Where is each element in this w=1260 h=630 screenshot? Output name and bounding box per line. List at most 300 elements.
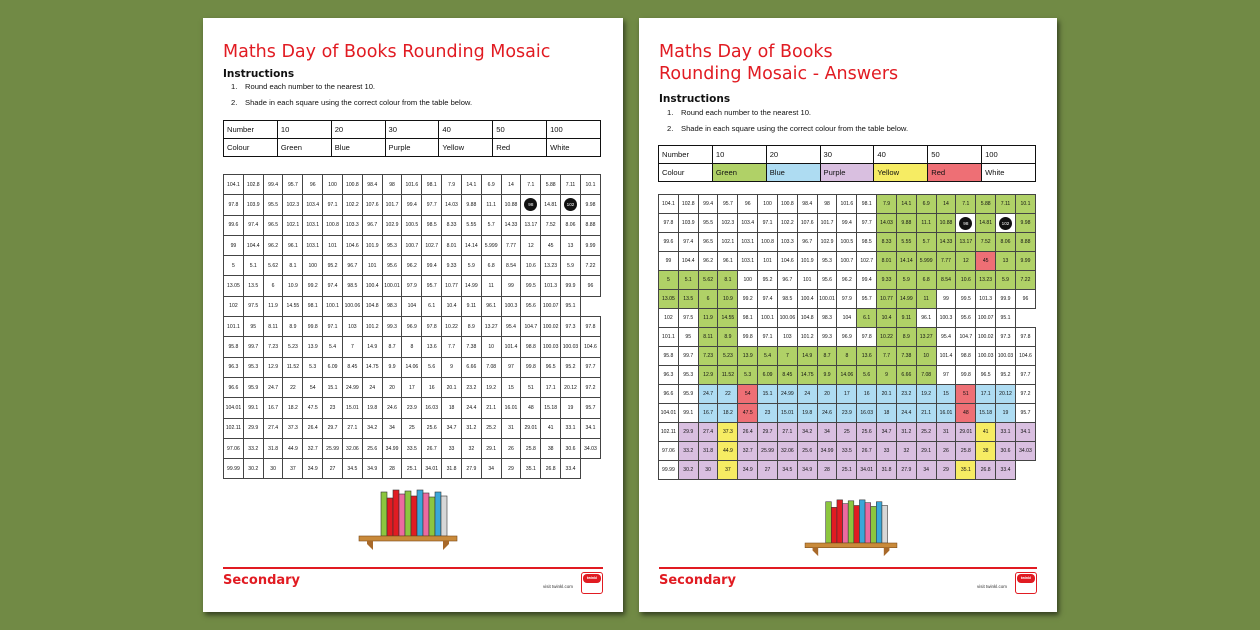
grid-cell[interactable]: 7.08 xyxy=(481,357,501,377)
grid-cell[interactable]: 29.7 xyxy=(323,418,343,438)
grid-cell[interactable]: 99.99 xyxy=(224,459,244,479)
grid-cell[interactable]: 99.8 xyxy=(521,357,541,377)
grid-cell: 100.7 xyxy=(837,252,857,271)
grid-cell[interactable]: 29.01 xyxy=(521,418,541,438)
grid-cell[interactable]: 32.7 xyxy=(303,438,323,458)
grid-cell[interactable]: 99.9 xyxy=(561,276,581,296)
grid-cell[interactable]: 8.9 xyxy=(283,317,303,337)
grid-cell[interactable]: 98.8 xyxy=(521,337,541,357)
grid-cell[interactable]: 13.9 xyxy=(303,337,323,357)
grid-cell: 7.11 xyxy=(996,195,1016,214)
grid-cell[interactable]: 99.4 xyxy=(422,256,442,276)
grid-cell[interactable]: 95.2 xyxy=(561,357,581,377)
grid-cell[interactable]: 27 xyxy=(323,459,343,479)
grid-cell[interactable]: 97 xyxy=(501,357,521,377)
grid-cell[interactable]: 16 xyxy=(422,377,442,397)
grid-cell[interactable]: 16.01 xyxy=(501,398,521,418)
grid-cell[interactable]: 13.17 xyxy=(521,215,541,235)
grid-cell[interactable]: 34.01 xyxy=(422,459,442,479)
grid-cell[interactable]: 99 xyxy=(501,276,521,296)
grid-cell[interactable]: 12.9 xyxy=(263,357,283,377)
grid-cell[interactable]: 25.1 xyxy=(402,459,422,479)
grid-cell[interactable]: 7.1 xyxy=(521,175,541,195)
grid-cell[interactable]: 23.9 xyxy=(402,398,422,418)
grid-cell[interactable]: 101.6 xyxy=(402,175,422,195)
grid-cell[interactable]: 27.1 xyxy=(342,418,362,438)
grid-cell[interactable]: 103 xyxy=(342,317,362,337)
grid-cell[interactable]: 7.11 xyxy=(561,175,581,195)
grid-cell[interactable]: 8.54 xyxy=(501,256,521,276)
grid-cell[interactable]: 100 xyxy=(303,256,323,276)
grid-cell[interactable]: 95.7 xyxy=(580,398,600,418)
grid-cell[interactable]: 5.7 xyxy=(481,215,501,235)
grid-cell[interactable]: 8.06 xyxy=(561,215,581,235)
grid-cell[interactable]: 97.1 xyxy=(323,195,343,215)
grid-cell[interactable]: 102.1 xyxy=(283,215,303,235)
grid-cell[interactable]: 5 xyxy=(224,256,244,276)
grid-cell[interactable]: 7.23 xyxy=(263,337,283,357)
grid-cell[interactable]: 37 xyxy=(283,459,303,479)
grid-cell[interactable]: 98.3 xyxy=(382,296,402,316)
grid-cell[interactable]: 96.5 xyxy=(541,357,561,377)
grid-cell[interactable]: 20 xyxy=(382,377,402,397)
grid-cell[interactable]: 5.9 xyxy=(461,256,481,276)
grid-cell[interactable]: 8.01 xyxy=(442,235,462,255)
grid-cell[interactable]: 95.4 xyxy=(501,317,521,337)
grid-cell[interactable]: 102.2 xyxy=(342,195,362,215)
grid-cell[interactable]: 6.9 xyxy=(481,175,501,195)
grid-cell: 102.8 xyxy=(678,195,698,214)
grid-cell[interactable]: 23 xyxy=(323,398,343,418)
grid-cell[interactable]: 14.55 xyxy=(283,296,303,316)
grid-cell[interactable]: 5.999 xyxy=(481,235,501,255)
grid-cell[interactable]: 97.4 xyxy=(323,276,343,296)
grid-cell[interactable]: 32 xyxy=(461,438,481,458)
grid-cell[interactable]: 18.2 xyxy=(283,398,303,418)
grid-cell[interactable]: 97.06 xyxy=(224,438,244,458)
grid-cell[interactable]: 8.11 xyxy=(263,317,283,337)
grid-cell[interactable]: 7.52 xyxy=(541,215,561,235)
grid-cell[interactable]: 104.6 xyxy=(580,337,600,357)
grid-cell[interactable]: 11.52 xyxy=(283,357,303,377)
grid-cell[interactable]: 104.7 xyxy=(521,317,541,337)
grid-cell[interactable]: 14.9 xyxy=(362,337,382,357)
grid-cell[interactable]: 100.03 xyxy=(561,337,581,357)
grid-cell[interactable]: 100.3 xyxy=(501,296,521,316)
grid-cell[interactable]: 6.8 xyxy=(481,256,501,276)
grid-cell[interactable]: 101.9 xyxy=(362,235,382,255)
grid-cell[interactable]: 27.9 xyxy=(461,459,481,479)
grid-cell[interactable]: 102 xyxy=(224,296,244,316)
grid-cell[interactable]: 100.01 xyxy=(382,276,402,296)
grid-cell[interactable]: 100.7 xyxy=(402,235,422,255)
grid-cell: 30 xyxy=(698,461,718,480)
grid-cell[interactable]: 8.45 xyxy=(342,357,362,377)
grid-cell[interactable]: 51 xyxy=(521,377,541,397)
grid-cell[interactable]: 16.03 xyxy=(422,398,442,418)
grid-cell[interactable]: 13.23 xyxy=(541,256,561,276)
grid-cell: 95.3 xyxy=(678,366,698,385)
grid-cell[interactable]: 98.5 xyxy=(342,276,362,296)
grid-cell[interactable]: 19.2 xyxy=(481,377,501,397)
grid-cell[interactable]: 104.1 xyxy=(224,175,244,195)
grid-cell[interactable]: 16.7 xyxy=(263,398,283,418)
grid-cell[interactable]: 101.1 xyxy=(224,317,244,337)
grid-cell[interactable]: 25.99 xyxy=(323,438,343,458)
grid-cell[interactable]: 6.1 xyxy=(422,296,442,316)
grid-cell[interactable]: 11.9 xyxy=(263,296,283,316)
grid-cell[interactable]: 95.6 xyxy=(382,256,402,276)
grid-cell[interactable]: 101.2 xyxy=(362,317,382,337)
grid-cell[interactable]: 30.6 xyxy=(561,438,581,458)
grid-cell[interactable]: 102.3 xyxy=(283,195,303,215)
grid-cell[interactable]: 14 xyxy=(501,175,521,195)
grid-cell[interactable]: 24.4 xyxy=(461,398,481,418)
grid-cell[interactable]: 9.33 xyxy=(442,256,462,276)
grid-cell[interactable]: 99.8 xyxy=(303,317,323,337)
grid-cell[interactable]: 29 xyxy=(501,459,521,479)
grid-cell[interactable]: 14.14 xyxy=(461,235,481,255)
grid-cell[interactable]: 33.1 xyxy=(561,418,581,438)
grid-cell[interactable]: 100.4 xyxy=(362,276,382,296)
grid-cell[interactable]: 98.5 xyxy=(422,215,442,235)
grid-cell[interactable]: 8.33 xyxy=(442,215,462,235)
grid-cell[interactable]: 31.2 xyxy=(461,418,481,438)
grid-cell: 31.8 xyxy=(877,461,897,480)
grid-cell[interactable]: 103.9 xyxy=(243,195,263,215)
grid-cell: 97.06 xyxy=(659,442,679,461)
grid-cell[interactable]: 7.22 xyxy=(580,256,600,276)
grid-cell[interactable]: 10.6 xyxy=(521,256,541,276)
grid-cell[interactable]: 102.11 xyxy=(224,418,244,438)
grid-cell[interactable]: 38 xyxy=(541,438,561,458)
grid-cell[interactable]: 95.3 xyxy=(382,235,402,255)
grid-cell[interactable]: 10.4 xyxy=(442,296,462,316)
grid-cell[interactable]: 8.88 xyxy=(580,215,600,235)
grid-cell[interactable]: 9.98 xyxy=(580,195,600,215)
grid-cell: 95.5 xyxy=(698,214,718,233)
grid-cell[interactable]: 44.9 xyxy=(283,438,303,458)
grid-cell[interactable] xyxy=(561,195,581,215)
grid-cell[interactable]: 26.4 xyxy=(303,418,323,438)
grid-cell[interactable]: 11 xyxy=(481,276,501,296)
grid-cell[interactable]: 99.1 xyxy=(243,398,263,418)
grid-cell[interactable]: 96 xyxy=(303,175,323,195)
grid-cell[interactable]: 34 xyxy=(382,418,402,438)
grid-cell[interactable]: 34.5 xyxy=(342,459,362,479)
grid-cell[interactable]: 99.4 xyxy=(402,195,422,215)
grid-cell[interactable]: 23.2 xyxy=(461,377,481,397)
grid-cell[interactable]: 95.8 xyxy=(224,337,244,357)
grid-cell[interactable]: 33.4 xyxy=(561,459,581,479)
grid-cell[interactable]: 14.75 xyxy=(362,357,382,377)
grid-cell[interactable]: 10.77 xyxy=(442,276,462,296)
grid-cell[interactable]: 12 xyxy=(521,235,541,255)
grid-cell[interactable]: 34.2 xyxy=(362,418,382,438)
grid-cell[interactable]: 100.8 xyxy=(342,175,362,195)
grid-cell[interactable]: 99.7 xyxy=(243,337,263,357)
grid-cell[interactable]: 15.18 xyxy=(541,398,561,418)
grid-cell[interactable]: 18 xyxy=(442,398,462,418)
grid-cell[interactable]: 100.5 xyxy=(402,215,422,235)
grid-cell[interactable]: 104.4 xyxy=(243,235,263,255)
grid-cell[interactable]: 9 xyxy=(442,357,462,377)
grid-cell[interactable]: 14.99 xyxy=(461,276,481,296)
grid-cell[interactable]: 95.7 xyxy=(283,175,303,195)
grid-cell[interactable]: 99.5 xyxy=(521,276,541,296)
grid-cell[interactable]: 100.06 xyxy=(342,296,362,316)
grid-cell[interactable]: 45 xyxy=(541,235,561,255)
grid-cell[interactable]: 24.6 xyxy=(382,398,402,418)
grid-cell[interactable]: 107.6 xyxy=(362,195,382,215)
grid-cell[interactable]: 5.88 xyxy=(541,175,561,195)
grid-cell[interactable]: 8.7 xyxy=(382,337,402,357)
grid-cell[interactable]: 25.6 xyxy=(362,438,382,458)
grid-cell[interactable]: 101.4 xyxy=(501,337,521,357)
grid-cell[interactable]: 95.3 xyxy=(243,357,263,377)
grid-cell[interactable]: 102.7 xyxy=(422,235,442,255)
grid-cell[interactable]: 8.9 xyxy=(461,317,481,337)
grid-cell[interactable]: 96.2 xyxy=(263,235,283,255)
grid-cell[interactable]: 99 xyxy=(224,235,244,255)
grid-cell[interactable]: 103.4 xyxy=(303,195,323,215)
grid-cell[interactable]: 33 xyxy=(442,438,462,458)
grid-cell[interactable]: 47.5 xyxy=(303,398,323,418)
grid-cell[interactable]: 5.23 xyxy=(283,337,303,357)
grid-cell[interactable]: 99.2 xyxy=(303,276,323,296)
grid-cell[interactable]: 95.1 xyxy=(561,296,581,316)
grid-cell[interactable]: 14.03 xyxy=(442,195,462,215)
grid-cell[interactable]: 9.9 xyxy=(382,357,402,377)
grid-cell[interactable]: 100.1 xyxy=(323,296,343,316)
key-cell: 10 xyxy=(712,146,766,164)
grid-cell[interactable]: 97.8 xyxy=(580,317,600,337)
grid-cell[interactable]: 24.99 xyxy=(342,377,362,397)
grid-cell[interactable]: 96.5 xyxy=(263,215,283,235)
grid-cell[interactable]: 31.8 xyxy=(263,438,283,458)
grid-cell[interactable]: 34.99 xyxy=(382,438,402,458)
grid-cell[interactable]: 14.81 xyxy=(541,195,561,215)
grid-cell[interactable]: 54 xyxy=(303,377,323,397)
grid-cell[interactable]: 7.7 xyxy=(442,337,462,357)
grid-cell[interactable]: 10 xyxy=(481,337,501,357)
grid-cell[interactable]: 27.4 xyxy=(263,418,283,438)
grid-cell[interactable]: 8 xyxy=(402,337,422,357)
grid-cell[interactable]: 5.55 xyxy=(461,215,481,235)
grid-cell[interactable]: 5.62 xyxy=(263,256,283,276)
grid-cell[interactable]: 10.9 xyxy=(283,276,303,296)
grid-cell[interactable]: 10.88 xyxy=(501,195,521,215)
key-number-row xyxy=(224,121,601,139)
grid-cell[interactable]: 15.1 xyxy=(323,377,343,397)
grid-cell[interactable]: 98.1 xyxy=(422,175,442,195)
grid-cell[interactable]: 24 xyxy=(362,377,382,397)
grid-cell[interactable]: 9.88 xyxy=(461,195,481,215)
grid-cell[interactable] xyxy=(521,195,541,215)
grid-cell[interactable]: 6.66 xyxy=(461,357,481,377)
grid-cell[interactable]: 102.8 xyxy=(243,175,263,195)
grid-cell[interactable]: 20.12 xyxy=(561,377,581,397)
grid-cell[interactable]: 33.2 xyxy=(243,438,263,458)
grid-cell[interactable]: 100.02 xyxy=(541,317,561,337)
grid-cell[interactable]: 98.4 xyxy=(362,175,382,195)
grid-cell[interactable]: 95.9 xyxy=(243,377,263,397)
grid-cell[interactable]: 26.8 xyxy=(541,459,561,479)
grid-cell: 27.9 xyxy=(896,461,916,480)
grid-cell[interactable]: 28 xyxy=(382,459,402,479)
grid-cell[interactable]: 34.03 xyxy=(580,438,600,458)
grid-cell[interactable]: 100.03 xyxy=(541,337,561,357)
grid-cell[interactable]: 34.9 xyxy=(303,459,323,479)
grid-cell[interactable]: 96.1 xyxy=(283,235,303,255)
grid-cell[interactable]: 7.38 xyxy=(461,337,481,357)
grid-cell[interactable]: 11.1 xyxy=(481,195,501,215)
grid-cell[interactable]: 37.3 xyxy=(283,418,303,438)
grid-cell[interactable]: 104 xyxy=(402,296,422,316)
grid-cell[interactable]: 103.1 xyxy=(303,215,323,235)
grid-cell[interactable]: 25.8 xyxy=(521,438,541,458)
grid-cell[interactable]: 13.6 xyxy=(422,337,442,357)
grid-cell[interactable]: 5.3 xyxy=(303,357,323,377)
grid-cell[interactable]: 14.33 xyxy=(501,215,521,235)
grid-cell[interactable]: 7 xyxy=(342,337,362,357)
grid-cell[interactable]: 25.6 xyxy=(422,418,442,438)
grid-cell[interactable]: 96.1 xyxy=(481,296,501,316)
grid-cell[interactable]: 25 xyxy=(402,418,422,438)
grid-cell: 102.2 xyxy=(777,214,797,233)
grid-cell[interactable]: 98.1 xyxy=(303,296,323,316)
grid-cell[interactable]: 5.1 xyxy=(243,256,263,276)
grid-cell[interactable]: 13.05 xyxy=(224,276,244,296)
grid-cell[interactable]: 97.5 xyxy=(243,296,263,316)
grid-cell[interactable]: 17.1 xyxy=(541,377,561,397)
grid-cell[interactable]: 95.7 xyxy=(422,276,442,296)
grid-cell[interactable]: 34.1 xyxy=(580,418,600,438)
grid-cell[interactable]: 30 xyxy=(263,459,283,479)
grid-cell[interactable]: 101.7 xyxy=(382,195,402,215)
grid-cell[interactable]: 95 xyxy=(243,317,263,337)
grid-row xyxy=(224,276,601,296)
grid-cell[interactable]: 8.1 xyxy=(283,256,303,276)
grid-cell[interactable]: 24.7 xyxy=(263,377,283,397)
grid-cell[interactable]: 95.2 xyxy=(323,256,343,276)
grid-cell[interactable]: 101 xyxy=(323,235,343,255)
grid-cell[interactable]: 99.6 xyxy=(224,215,244,235)
grid-cell[interactable]: 35.1 xyxy=(521,459,541,479)
grid-cell[interactable]: 96.2 xyxy=(402,256,422,276)
grid-cell[interactable]: 97.4 xyxy=(243,215,263,235)
grid-cell[interactable]: 100 xyxy=(323,175,343,195)
grid-cell[interactable]: 5.6 xyxy=(422,357,442,377)
grid-cell: 33.2 xyxy=(678,442,698,461)
grid-cell[interactable]: 96.7 xyxy=(362,215,382,235)
grid-cell[interactable]: 97.7 xyxy=(422,195,442,215)
grid-cell[interactable]: 102.9 xyxy=(382,215,402,235)
grid-cell[interactable]: 33.5 xyxy=(402,438,422,458)
grid-cell[interactable]: 32.06 xyxy=(342,438,362,458)
grid-cell[interactable]: 104.8 xyxy=(362,296,382,316)
grid-cell[interactable]: 97.1 xyxy=(323,317,343,337)
grid-cell[interactable]: 5.4 xyxy=(323,337,343,357)
grid-cell[interactable]: 97.7 xyxy=(580,357,600,377)
grid-cell[interactable]: 95.5 xyxy=(263,195,283,215)
grid-cell[interactable]: 31 xyxy=(501,418,521,438)
grid-cell: 13.5 xyxy=(678,290,698,309)
grid-cell[interactable]: 97.8 xyxy=(224,195,244,215)
grid-cell[interactable]: 34.7 xyxy=(442,418,462,438)
grid-cell[interactable]: 10.22 xyxy=(442,317,462,337)
grid-cell[interactable]: 100.07 xyxy=(541,296,561,316)
grid-cell[interactable]: 48 xyxy=(521,398,541,418)
grid-cell[interactable]: 9.99 xyxy=(580,235,600,255)
grid-cell[interactable]: 19.8 xyxy=(362,398,382,418)
grid-cell[interactable]: 9.11 xyxy=(461,296,481,316)
grid-cell[interactable]: 17 xyxy=(402,377,422,397)
grid-cell[interactable]: 7.77 xyxy=(501,235,521,255)
grid-cell[interactable]: 41 xyxy=(541,418,561,438)
grid-cell[interactable]: 97.2 xyxy=(580,377,600,397)
grid-cell[interactable]: 97.3 xyxy=(561,317,581,337)
grid-cell[interactable]: 5.9 xyxy=(561,256,581,276)
grid-cell[interactable]: 101.3 xyxy=(541,276,561,296)
grid-cell[interactable]: 34 xyxy=(481,459,501,479)
grid-cell[interactable]: 31.8 xyxy=(442,459,462,479)
grid-cell[interactable]: 15 xyxy=(501,377,521,397)
grid-cell[interactable]: 103.1 xyxy=(303,235,323,255)
grid-cell[interactable]: 19 xyxy=(561,398,581,418)
grid-cell[interactable]: 99.3 xyxy=(382,317,402,337)
grid-cell[interactable]: 30.2 xyxy=(243,459,263,479)
grid-cell[interactable]: 7.9 xyxy=(442,175,462,195)
grid-cell[interactable]: 6.09 xyxy=(323,357,343,377)
grid-cell[interactable]: 34.9 xyxy=(362,459,382,479)
grid-cell[interactable]: 29.9 xyxy=(243,418,263,438)
grid-cell[interactable]: 29.1 xyxy=(481,438,501,458)
grid-cell[interactable]: 103.3 xyxy=(342,215,362,235)
grid-cell[interactable]: 96.7 xyxy=(342,256,362,276)
grid-cell[interactable]: 97.8 xyxy=(422,317,442,337)
grid-cell[interactable]: 26 xyxy=(501,438,521,458)
grid-cell[interactable]: 10.1 xyxy=(580,175,600,195)
grid-cell[interactable]: 98 xyxy=(382,175,402,195)
grid-cell[interactable]: 14.1 xyxy=(461,175,481,195)
grid-cell[interactable]: 101 xyxy=(362,256,382,276)
grid-cell[interactable]: 13.27 xyxy=(481,317,501,337)
grid-cell: 14.81 xyxy=(976,214,996,233)
grid-cell[interactable]: 15.01 xyxy=(342,398,362,418)
grid-cell[interactable]: 22 xyxy=(283,377,303,397)
grid-cell[interactable]: 99.4 xyxy=(263,175,283,195)
grid-cell[interactable]: 104.6 xyxy=(342,235,362,255)
grid-cell[interactable]: 104.01 xyxy=(224,398,244,418)
grid-cell[interactable]: 21.1 xyxy=(481,398,501,418)
grid-cell[interactable]: 14.06 xyxy=(402,357,422,377)
grid-cell[interactable]: 20.1 xyxy=(442,377,462,397)
grid-cell[interactable]: 96 xyxy=(580,276,600,296)
grid-cell[interactable]: 96.9 xyxy=(402,317,422,337)
grid-cell[interactable]: 13 xyxy=(561,235,581,255)
grid-cell: 34.01 xyxy=(857,461,877,480)
grid-cell[interactable]: 95.6 xyxy=(521,296,541,316)
grid-cell[interactable]: 26.7 xyxy=(422,438,442,458)
grid-cell[interactable]: 96.6 xyxy=(224,377,244,397)
grid-cell[interactable]: 96.3 xyxy=(224,357,244,377)
grid-cell[interactable]: 100.8 xyxy=(323,215,343,235)
grid-cell[interactable]: 13.5 xyxy=(243,276,263,296)
grid-cell[interactable]: 6 xyxy=(263,276,283,296)
grid-cell[interactable]: 97.9 xyxy=(402,276,422,296)
grid-cell[interactable]: 25.2 xyxy=(481,418,501,438)
